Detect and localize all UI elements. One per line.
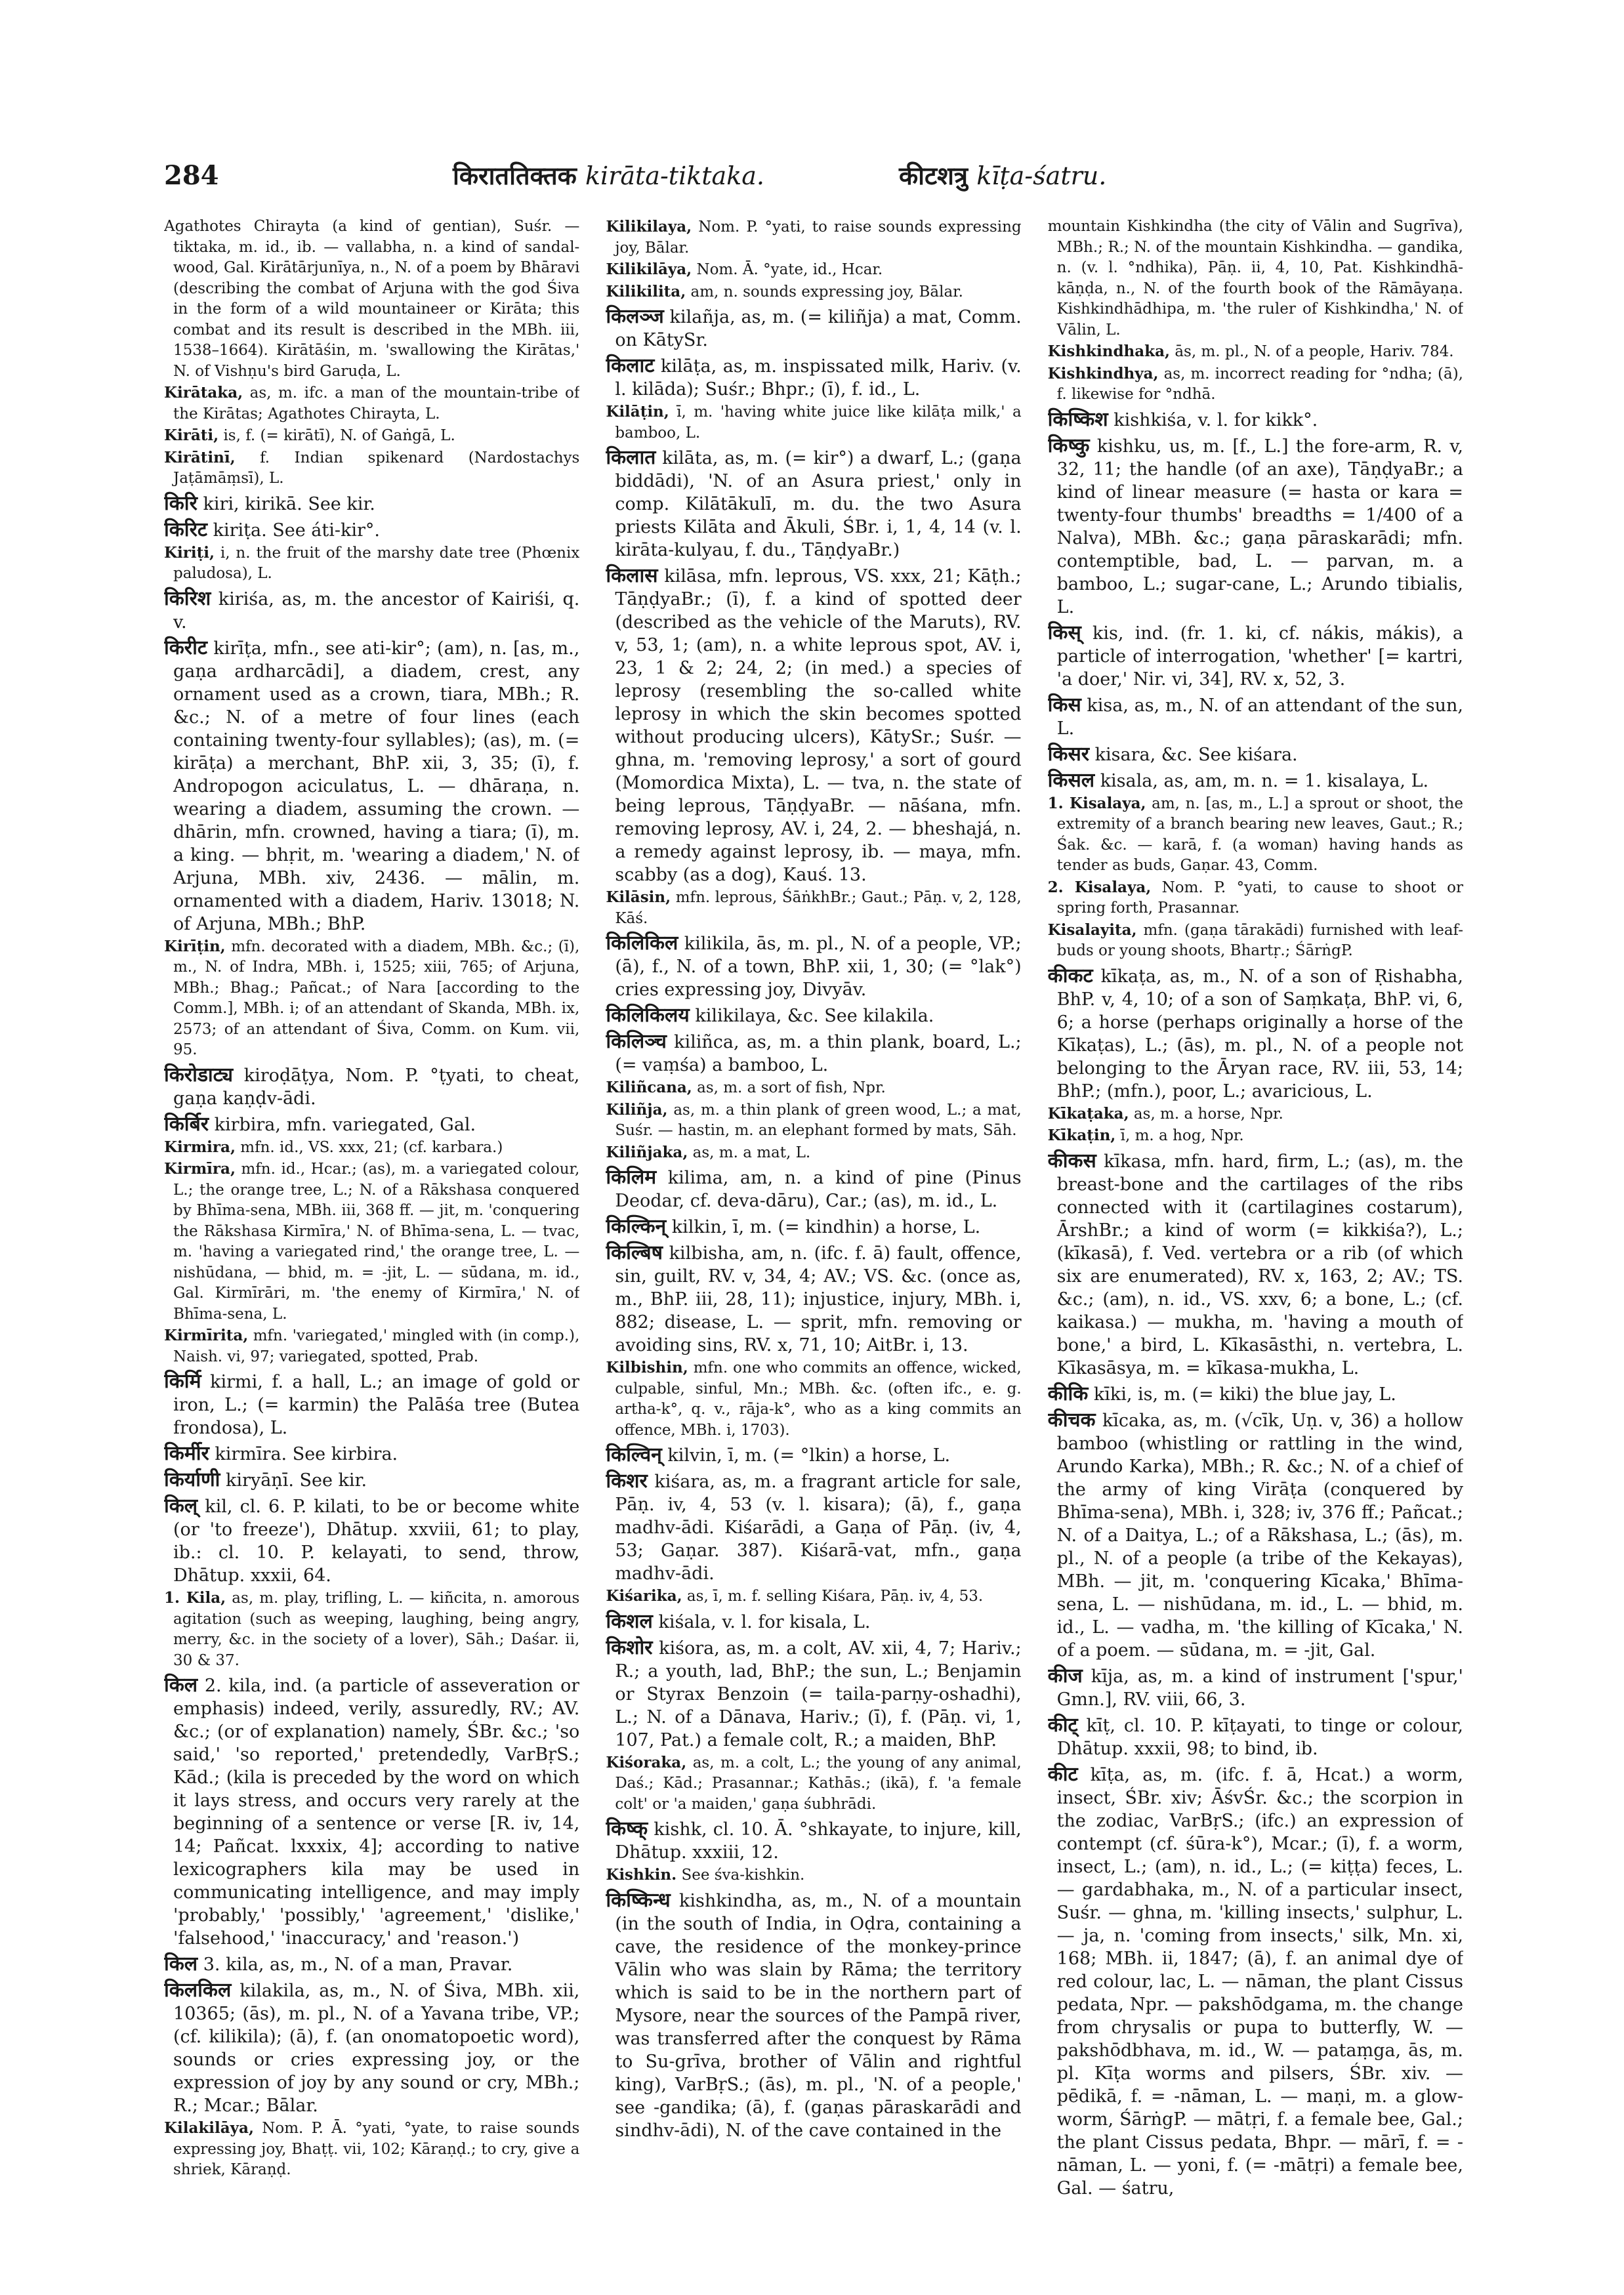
headword: Kiśarika, bbox=[606, 1587, 682, 1605]
headword: Kisalayita, bbox=[1047, 920, 1137, 939]
main-entry bbox=[164, 1495, 579, 1587]
sub-entry bbox=[164, 1325, 579, 1367]
main-entry bbox=[164, 492, 579, 516]
main-entry bbox=[164, 1468, 579, 1492]
sub-entry bbox=[164, 382, 579, 424]
left-guide-devanagari: किराततिक्तक bbox=[453, 161, 577, 190]
headword: किलाट bbox=[606, 354, 655, 377]
headword: 2. Kisalaya, bbox=[1047, 878, 1152, 896]
entry-text: Nom. Ā. °yate, id., Hcar. bbox=[696, 261, 883, 278]
entry-text: kilāṭa, as, m. inspissated milk, Hariv. (v. l. kilāda); Suśr.; Bhpr.; (ī), f. id., L. bbox=[615, 356, 1022, 400]
headword: Kirmīra, bbox=[164, 1160, 236, 1178]
entry-text: kīṭa, as, m. (ifc. f. ā, Hcat.) a worm, insect, ŚBr. xiv; ĀśvŚr. &c.; the scorpion in the zodiac, VarBṛS.; (ifc.) an expression of contempt (cf. śūra-k°), Mcar.; (ī), f. a worm, insect, L.; (am), n. id., L.; (= kiṭṭa) feces, L. — gardabhaka, m., N. of a particular insect, Suśr. — ghna, m. 'killing insects,' sulphur, L. — ja, n. 'coming from insects,' silk, Mn. xi, 168; MBh. ii, 1847; (ā), f. an animal dye of red colour, lac, L. — nāman, the plant Cissus pedata, Npr. — pakshōdgama, m. the change from chrysalis or pupa to butterfly, W. — pakshōdbhava, m. id., W. — pataṃga, ās, m. pl. Kīṭa worms and pilsers, ŚBr. xiv. — pēdikā, f. = -nāman, L. — maṇi, m. a glow-worm, ŚārṅgP. — mātṛi, f. a female bee, Gal.; the plant Cissus pedata, Bhpr. — mārī, f. = -nāman, L. — yoni, f. (= -mātṛi) a female bee, Gal. — śatru, bbox=[1056, 1764, 1463, 2199]
sub-entry bbox=[606, 217, 1021, 258]
headword: किस bbox=[1047, 693, 1081, 716]
headword: Kiliñcana, bbox=[606, 1079, 692, 1096]
entry-text: kirmīra. See kirbira. bbox=[215, 1444, 398, 1464]
entry-text: kilikilaya, &c. See kilakila. bbox=[695, 1006, 934, 1026]
main-entry bbox=[1048, 743, 1463, 766]
headword: Kīkaṭaka, bbox=[1047, 1104, 1129, 1123]
headword: किष्कु bbox=[1047, 434, 1090, 457]
headword: Kilāṭin, bbox=[606, 403, 669, 421]
entry-text: am, n. [as, m., L.] a sprout or shoot, the extremity of a branch bearing new leaves, Gaut.; R.; Śak. &c. — karā, f. (a woman) having hands as tender as buds, Gaṇar. 43, Comm. bbox=[1056, 795, 1463, 874]
entry-text: kishku, us, m. [f., L.] the fore-arm, R. v, 32, 11; the handle (of an axe), TāṇḍyaBr.; a kind of linear measure (= hasta or kara = twenty-four thumbs' breadths = 1/400 of a Nalva), MBh. &c.; gaṇa pāraskarādi; mfn. contemptible, bad, L. — parvan, m. a bamboo, L.; sugar-cane, L.; Arundo tibialis, L. bbox=[1056, 436, 1463, 617]
main-entry bbox=[1048, 1763, 1463, 2200]
main-entry bbox=[1048, 693, 1463, 740]
headword: Kirātinī, bbox=[164, 448, 236, 466]
headword: किशल bbox=[606, 1609, 653, 1633]
entry-text: kis, ind. (fr. 1. ki, cf. nákis, mákis), a particle of interrogation, 'whether' [= kartri, 'a doer,' Nir. vi, 34], RV. x, 52, 3. bbox=[1056, 623, 1463, 690]
headword: किल bbox=[164, 1674, 198, 1697]
headword: Kirāti, bbox=[164, 426, 219, 444]
main-entry bbox=[1048, 434, 1463, 619]
entry-text: kīṭ, cl. 10. P. kīṭayati, to tinge or colour, Dhātup. xxxii, 98; to bind, ib. bbox=[1056, 1715, 1463, 1759]
entry-text: kiśala, v. l. for kisala, L. bbox=[658, 1611, 871, 1632]
entry-text: kisa, as, m., N. of an attendant of the sun, L. bbox=[1056, 695, 1463, 739]
headword: Kilbishin, bbox=[606, 1359, 688, 1376]
entry-text: kiśora, as, m. a colt, AV. xii, 4, 7; Hariv.; R.; a youth, lad, BhP.; the sun, L.; Benjamin or Styrax Benzoin (= taila-parṇy-oshadhi), L.; N. of a Dānava, Hariv.; (ī), f. (Pāṇ. vi, 1, 107, Pat.) a female colt, R.; a maiden, BhP. bbox=[615, 1638, 1022, 1750]
headword: कीकस bbox=[1047, 1149, 1096, 1172]
entry-text: kishk, cl. 10. Ā. °shkayate, to injure, kill, Dhātup. xxxiii, 12. bbox=[615, 1819, 1022, 1863]
headword: किल्बिष bbox=[606, 1241, 663, 1264]
entry-text: kirmi, f. a hall, L.; an image of gold or iron, L.; (= karmin) the Palāśa tree (Butea frondosa), L. bbox=[173, 1372, 580, 1438]
sub-entry bbox=[164, 1137, 579, 1159]
headword: कीकि bbox=[1047, 1382, 1089, 1405]
headword: Kirmīrita, bbox=[164, 1327, 249, 1344]
sub-entry bbox=[164, 425, 579, 447]
entry-text: kiriṭa. See áti-kir°. bbox=[213, 520, 380, 541]
entry-text: kīja, as, m. a kind of instrument ['spur,' Gmn.], RV. viii, 66, 3. bbox=[1056, 1666, 1463, 1710]
headword: Kiliñjaka, bbox=[606, 1143, 688, 1161]
main-entry bbox=[606, 354, 1021, 401]
entry-text: kīkaṭa, as, m., N. of a son of Ṛishabha, BhP. v, 4, 10; of a son of Saṃkaṭa, BhP. vi, 6, 6; a horse (perhaps originally a horse of the Kīkaṭas), L.; (ās), m. pl., N. of a people not belonging to the Āryan race, RV. iii, 53, 14; BhP.; (mfn.), poor, L.; avaricious, L. bbox=[1056, 966, 1463, 1102]
main-entry bbox=[164, 1442, 579, 1466]
headword: Kirmira, bbox=[164, 1138, 236, 1156]
column-3 bbox=[1048, 217, 1463, 2224]
headword: किल्विन् bbox=[606, 1443, 662, 1466]
entry-text: kīkasa, mfn. hard, firm, L.; (as), m. the breast-bone and the cartilages of the ribs connected with it (cartilagines costarum), ĀrshBr.; a kind of worm (= kikkiśa?), L.; (kīkasā), f. Ved. vertebra or a rib (of which six are enumerated), RV. x, 163, 2; AV.; TS. &c.; (am), n. id., VS. xxv, 6; a bone, L.; (cf. kaikasa.) — mukha, m. 'having a mouth of bone,' a bird, L. Kīkasāsthi, n. vertebra, L. Kīkasāsya, m. = kīkasa-mukha, L. bbox=[1056, 1151, 1463, 1378]
headword: Kishkin. bbox=[606, 1866, 677, 1884]
entry-text: kiriśa, as, m. the ancestor of Kairiśi, q. v. bbox=[173, 589, 580, 632]
headword: किरोडाट्य bbox=[164, 1063, 234, 1086]
main-entry bbox=[606, 1443, 1021, 1467]
headword: किरिश bbox=[164, 587, 211, 610]
entry-text: ās, m. pl., N. of a people, Hariv. 784. bbox=[1175, 343, 1454, 360]
headword: किष्किन्ध bbox=[606, 1888, 671, 1912]
main-entry bbox=[1048, 408, 1463, 432]
main-entry bbox=[164, 1064, 579, 1110]
sub-entry bbox=[164, 447, 579, 489]
sub-entry bbox=[606, 1586, 1021, 1607]
headword: किल्किन् bbox=[606, 1215, 667, 1238]
entry-text: kīcaka, as, m. (√cīk, Uṇ. v, 36) a hollow bamboo (whistling or rattling in the wind, Arundo Karka), MBh.; R. &c.; N. of a chief of the army of king Virāṭa (conquered by Bhīma-sena), MBh. i, 328; iv, 376 ff.; Pañcat.; N. of a Daitya, L.; of a Rākshasa, L.; (ās), m. pl., N. of a people (a tribe of the Kekayas), MBh. — jit, m. 'conquering Kīcaka,' Bhīma-sena, L. — nishūdana, m. id., L. — bhid, m. id., L. — vadha, m. 'the killing of Kīcaka,' N. of a poem. — sūdana, m. = -jit, Gal. bbox=[1056, 1410, 1463, 1661]
headword: Kishkindhaka, bbox=[1047, 342, 1171, 360]
headword: किलकिल bbox=[164, 1979, 232, 2002]
headword: Kirātaka, bbox=[164, 384, 243, 402]
main-entry bbox=[1048, 1149, 1463, 1380]
sub-entry bbox=[1048, 363, 1463, 405]
sub-entry bbox=[606, 1142, 1021, 1164]
headword: Kirīṭin, bbox=[164, 937, 226, 955]
headword: Kilakilāya, bbox=[164, 2119, 254, 2137]
headword: किष्किश bbox=[1047, 407, 1108, 431]
main-entry bbox=[1048, 1664, 1463, 1711]
dictionary-columns bbox=[164, 217, 1463, 2224]
headword: किर्मि bbox=[164, 1370, 201, 1393]
main-entry bbox=[606, 1889, 1021, 2142]
headword: कीकट bbox=[1047, 964, 1093, 987]
sub-entry bbox=[606, 1357, 1021, 1441]
headword: Kilikilaya, bbox=[606, 218, 692, 236]
entry-text: mfn. decorated with a diadem, MBh. &c.; (ī), m., N. of Indra, MBh. i, 1525; xiii, 765; of Arjuna, MBh.; Bhag.; Pañcat.; of Nara [according to the Comm.], MBh. i; of an attendant of Skanda, MBh. ix, 2573; of an attendant of Śiva, Comm. on Kum. vii, 95. bbox=[173, 938, 580, 1058]
entry-text: ī, m. 'having white juice like kilāṭa milk,' a bamboo, L. bbox=[615, 403, 1022, 442]
main-entry bbox=[606, 1030, 1021, 1077]
headword: 1. Kila, bbox=[164, 1589, 226, 1607]
headword: किलिकिल bbox=[606, 932, 678, 955]
entry-text: kishkiśa, v. l. for kikk°. bbox=[1114, 409, 1318, 430]
sub-entry bbox=[1048, 1104, 1463, 1125]
headword: Kilāsin, bbox=[606, 888, 671, 906]
entry-text: as, m. a sort of fish, Npr. bbox=[697, 1079, 886, 1096]
headword: किलात bbox=[606, 446, 656, 469]
entry-text: as, m. a horse, Npr. bbox=[1133, 1105, 1283, 1123]
headword: किस् bbox=[1047, 621, 1081, 644]
right-guide-translit: kīṭa-śatru. bbox=[976, 161, 1107, 190]
sub-entry bbox=[1048, 341, 1463, 363]
headword: कीचक bbox=[1047, 1408, 1096, 1432]
main-entry bbox=[164, 1979, 579, 2117]
sub-entry bbox=[164, 1588, 579, 1671]
left-guide-translit: kirāta-tiktaka. bbox=[585, 161, 764, 190]
entry-text: mfn. leprous, ŚāṅkhBr.; Gaut.; Pāṇ. v, 2, 128, Kāś. bbox=[615, 889, 1022, 927]
entry-text: 2. kila, ind. (a particle of asseveration or emphasis) indeed, verily, assuredly, RV.; AV. &c.; (or of explanation) namely, ŚBr. &c.; 'so said,' 'so reported,' pretendedly, VarBṛS.; Kād.; (kila is preceded by the word on which it lays stress, and occurs very rarely at the beginning of a sentence or verse [R. iv, 14, 14; Pañcat. lxxxix, 4]; according to native lexicographers kila may be used in communicating intelligence, and may imply 'probably,' 'possibly,' 'agreement,' 'dislike,' 'falsehood,' 'inaccuracy,' and 'reason.') bbox=[173, 1676, 580, 1949]
sub-entry bbox=[606, 1752, 1021, 1815]
entry-text: See śva-kishkin. bbox=[681, 1867, 805, 1884]
entry-text: mountain Kishkindha (the city of Vālin and Sugrīva), MBh.; R.; N. of the mountain Kishkindha. — gandika, n. (v. l. °ndhika), Pāṇ. ii, 4, 10, Pat. Kishkindhā-kāṇḍa, n., N. of the fourth book of the Rāmāyaṇa. Kishkindhādhipa, m. 'the ruler of Kishkindha,' N. of Vālin, L. bbox=[1047, 218, 1463, 339]
main-entry bbox=[164, 1370, 579, 1439]
entry-text: kisara, &c. See kiśara. bbox=[1094, 744, 1298, 765]
entry-text: is, f. (= kirātī), N. of Gaṅgā, L. bbox=[223, 427, 455, 444]
sub-entry bbox=[1048, 920, 1463, 962]
entry-text: kilakila, as, m., N. of Śiva, MBh. xii, 10365; (ās), m. pl., N. of a Yavana tribe, VP.; (cf. kilikila); (ā), f. (an onomatopoetic word), sounds or cries expressing joy, or the expression of joy by any sound or cry, MBh.; R.; Mcar.; Bālar. bbox=[173, 1981, 580, 2116]
main-entry bbox=[1048, 964, 1463, 1103]
entry-text: as, ī, m. f. selling Kiśara, Pāṇ. iv, 4, 53. bbox=[686, 1588, 984, 1605]
main-entry bbox=[606, 1004, 1021, 1027]
entry-text: mfn. one who commits an offence, wicked, culpable, sinful, Mn.; MBh. &c. (often ifc., e. g. artha-k°, q. v., rāja-k°, who as a king commits an offence, MBh. i, 1703). bbox=[615, 1359, 1022, 1439]
entry-text: kisala, as, am, m. n. = 1. kisalaya, L. bbox=[1100, 770, 1429, 791]
main-entry bbox=[606, 1636, 1021, 1752]
sub-entry bbox=[164, 1159, 579, 1325]
entry-text: kil, cl. 6. P. kilati, to be or become white (or 'to freeze'), Dhātup. xxviii, 61; to play, ib.: cl. 10. P. kelayati, to send, throw, Dhātup. xxxii, 64. bbox=[173, 1497, 580, 1586]
entry-text: as, m. incorrect reading for °ndha; (ā), f. likewise for °ndhā. bbox=[1056, 365, 1463, 403]
sub-entry bbox=[1048, 877, 1463, 919]
entry-text: mfn. 'variegated,' mingled with (in comp.), Naish. vi, 97; variegated, spotted, Prab. bbox=[173, 1327, 580, 1365]
entry-text: Nom. P. °yati, to raise sounds expressing joy, Bālar. bbox=[615, 218, 1022, 257]
entry-text: Nom. P. Ā. °yati, °yate, to raise sounds expressing joy, Bhaṭṭ. vii, 102; Kāraṇḍ.; to cry, give a shriek, Kāraṇḍ. bbox=[173, 2120, 580, 2178]
main-entry bbox=[164, 1674, 579, 1950]
headword: किरिट bbox=[164, 518, 207, 541]
entry-text: kiśara, as, m. a fragrant article for sale, Pāṇ. iv, 4, 53 (v. l. kisara); (ā), f., gaṇa madhv-ādi. Kiśarādi, a Gaṇa of Pāṇ. (iv, 4, 53; Gaṇar. 387). Kiśarā-vat, mfn., gaṇa madhv-ādi. bbox=[615, 1472, 1022, 1584]
headword: किसर bbox=[1047, 742, 1090, 766]
entry-text: Agathotes Chirayta (a kind of gentian), Suśr. — tiktaka, m. id., ib. — vallabha, n. a kind of sandal-wood, Gal. Kirātārjunīya, n., N. of a poem by Bhāravi (describing the combat of Arjuna with the god Śiva in the form of a wild mountaineer or Kirāta; this combat and its result is described in the MBh. iii, 1538–1664). Kirātāśin, m. 'swallowing the Kirātas,' N. of Vishṇu's bird Garuḍa, L. bbox=[164, 218, 580, 380]
entry-text: ī, m. a hog, Npr. bbox=[1120, 1127, 1244, 1144]
entry-text: kirbira, mfn. variegated, Gal. bbox=[214, 1114, 476, 1135]
entry-text: kilvin, ī, m. (= °lkin) a horse, L. bbox=[667, 1445, 951, 1466]
headword: किशर bbox=[606, 1470, 648, 1493]
running-head bbox=[164, 156, 1463, 196]
sub-entry bbox=[1048, 217, 1463, 341]
sub-entry bbox=[606, 402, 1021, 444]
headword: किलिञ्च bbox=[606, 1030, 667, 1053]
sub-entry bbox=[606, 281, 1021, 303]
sub-entry bbox=[164, 936, 579, 1061]
main-entry bbox=[164, 1953, 579, 1976]
entry-text: kiri, kirikā. See kir. bbox=[203, 493, 375, 514]
entry-text: as, m. a colt, L.; the young of any animal, Daś.; Kād.; Prasannar.; Kathās.; (ikā), f. 'a female colt' or 'a maiden,' gaṇa śubhrādi. bbox=[615, 1754, 1022, 1813]
entry-text: kilbisha, am, n. (ifc. f. ā) fault, offence, sin, guilt, RV. v, 34, 4; AV.; VS. &c. (once as, m., BhP. iii, 28, 11); injustice, injury, MBh. i, 882; disease, L. — sprit, mfn. removing or avoiding sins, RV. x, 71, 10; AitBr. i, 13. bbox=[615, 1243, 1022, 1355]
entry-text: kīki, is, m. (= kiki) the blue jay, L. bbox=[1093, 1384, 1396, 1405]
main-entry bbox=[606, 564, 1021, 886]
entry-text: as, m. play, trifling, L. — kiñcita, n. amorous agitation (such as weeping, laughing, being angry, merry, &c. in the society of a lover), Sāh.; Daśar. ii, 30 & 37. bbox=[173, 1590, 580, 1669]
sub-entry bbox=[1048, 793, 1463, 877]
main-entry bbox=[1048, 1382, 1463, 1406]
main-entry bbox=[606, 305, 1021, 352]
headword: Kīkaṭin, bbox=[1047, 1127, 1116, 1144]
entry-text: mfn. id., VS. xxx, 21; (cf. karbara.) bbox=[240, 1138, 503, 1156]
entry-text: kilāsa, mfn. leprous, VS. xxx, 21; Kāṭh.; TāṇḍyaBr.; (ī), f. a kind of spotted deer (described as the vehicle of the Maruts), RV. v, 53, 1; (am), n. a white leprous spot, AV. i, 23, 1 & 2; 24, 2; (in med.) a species of leprosy (resembling the so-called white leprosy in which the skin becomes spotted without producing ulcers), KātySr.; Suśr. — ghna, m. 'removing leprosy,' a sort of gourd (Momordica Mixta), L. — tva, n. the state of being leprous, TāṇḍyaBr. — nāśana, mfn. removing leprosy, AV. i, 24, 2. — bheshajá, n. a remedy against leprosy, ib. — maya, mfn. scabby (as a dog), Kauś. 13. bbox=[615, 566, 1022, 885]
right-guide-word bbox=[899, 156, 1106, 196]
sub-entry bbox=[164, 217, 579, 382]
headword: किल bbox=[164, 1953, 198, 1975]
entry-text: Nom. P. °yati, to cause to shoot or spring forth, Prasannar. bbox=[1056, 879, 1463, 917]
headword: किरि bbox=[164, 491, 198, 515]
entry-text: 3. kila, as, m., N. of a man, Pravar. bbox=[203, 1954, 513, 1975]
main-entry bbox=[606, 446, 1021, 562]
headword: किर्मीर bbox=[164, 1442, 209, 1465]
headword: किल् bbox=[164, 1495, 198, 1518]
headword: 1. Kisalaya, bbox=[1047, 794, 1146, 812]
entry-text: kilāta, as, m. (= kir°) a dwarf, L.; (gaṇa biddādi), 'N. of an Asura priest,' only in comp. Kilātākulī, m. du. the two Asura priests Kilāta and Ākuli, ŚBr. i, 1, 4, 14 (v. l. kirāta-kulyau, f. du., TāṇḍyaBr.) bbox=[615, 448, 1022, 560]
right-guide-devanagari: कीटशत्रु bbox=[899, 161, 968, 190]
headword: किलास bbox=[606, 564, 658, 587]
sub-entry bbox=[164, 2118, 579, 2181]
sub-entry bbox=[606, 259, 1021, 281]
main-entry bbox=[1048, 1409, 1463, 1662]
headword: किरीट bbox=[164, 636, 207, 659]
entry-text: mfn. id., Hcar.; (as), m. a variegated colour, L.; the orange tree, L.; N. of a Rākshasa conquered by Bhīma-sena, MBh. iii, 368 ff. — jit, m. 'conquering the Rākshasa Kirmīra,' N. of Bhīma-sena, L. — tvac, m. 'having a variegated rind,' the orange tree, L. — nishūdana, — bhid, m. = -jit, L. — sūdana, m. id., Gal. Kirmīrāri, m. 'the enemy of Kirmīra,' N. of Bhīma-sena, L. bbox=[173, 1161, 580, 1323]
left-guide-word bbox=[453, 156, 764, 196]
headword: किर्बिर bbox=[164, 1112, 209, 1136]
main-entry bbox=[606, 1610, 1021, 1634]
entry-text: kishkindha, as, m., N. of a mountain (in the south of India, in Oḍra, containing a cave, the residence of the monkey-prince Vālin who was slain by Rāma; the territory which is said to be in the northern part of Mysore, near the sources of the Pampā river, was transferred after the conquest by Rāma to Su-grīva, brother of Vālin and rightful king), VarBṛS.; (ās), m. pl., 'N. of a people,' see -gandika; (ā), f. (gaṇas pāraskarādi and sindhv-ādi), N. of the cave contained in the bbox=[615, 1890, 1022, 2141]
headword: कीट bbox=[1047, 1762, 1078, 1786]
entry-text: kilima, am, n. a kind of pine (Pinus Deodar, cf. deva-dāru), Car.; (as), m. id., L. bbox=[615, 1168, 1022, 1211]
headword: Kilikilita, bbox=[606, 282, 686, 300]
column-1 bbox=[164, 217, 579, 2224]
main-entry bbox=[606, 1817, 1021, 1864]
entry-text: f. Indian spikenard (Nardostachys Jaṭāmāṃsī), L. bbox=[173, 449, 580, 487]
main-entry bbox=[606, 1470, 1021, 1585]
page-number: 284 bbox=[164, 160, 219, 191]
headword: Kishkindhya, bbox=[1047, 364, 1159, 382]
entry-text: kilkin, ī, m. (= kindhin) a horse, L. bbox=[671, 1217, 981, 1237]
headword: कीट् bbox=[1047, 1713, 1078, 1737]
main-entry bbox=[164, 1113, 579, 1136]
headword: किशोर bbox=[606, 1636, 653, 1659]
headword: Kiliñja, bbox=[606, 1100, 668, 1119]
main-entry bbox=[606, 932, 1021, 1001]
headword: किर्याणी bbox=[164, 1468, 220, 1491]
headword: Kilikilāya, bbox=[606, 260, 692, 278]
entry-text: kiliñca, as, m. a thin plank, board, L.; (= vaṃśa) a bamboo, L. bbox=[615, 1032, 1022, 1075]
main-entry bbox=[606, 1166, 1021, 1212]
main-entry bbox=[164, 636, 579, 936]
sub-entry bbox=[606, 1865, 1021, 1886]
entry-text: kilañja, as, m. (= kiliñja) a mat, Comm. on KātySr. bbox=[615, 307, 1022, 350]
main-entry bbox=[1048, 1714, 1463, 1760]
main-entry bbox=[606, 1241, 1021, 1357]
entry-text: kilikila, ās, m. pl., N. of a people, VP.; (ā), f., N. of a town, BhP. xii, 1, 30; (= °lak°) cries expressing joy, Divyāv. bbox=[615, 934, 1022, 1000]
headword: Kiriṭi, bbox=[164, 543, 215, 562]
main-entry bbox=[606, 1215, 1021, 1239]
headword: कीज bbox=[1047, 1664, 1083, 1687]
sub-entry bbox=[164, 543, 579, 585]
entry-text: kiryāṇī. See kir. bbox=[226, 1470, 367, 1491]
entry-text: as, m. ifc. a man of the mountain-tribe of the Kirātas; Agathotes Chirayta, L. bbox=[173, 384, 580, 423]
headword: किलिकिलय bbox=[606, 1004, 690, 1027]
entry-text: i, n. the fruit of the marshy date tree (Phœnix paludosa), L. bbox=[173, 544, 580, 582]
entry-text: kirīṭa, mfn., see ati-kir°; (am), n. [as, m., gaṇa ardharcādi], a diadem, crest, any ornament used as a crown, tiara, MBh.; R. &c.; N. of a metre of four lines (each containing twenty-four syllables); (as), m. (= kirāṭa) a merchant, BhP. xii, 3, 35; (ī), f. Andropogon aciculatus, L. — dhāraṇa, n. wearing a diadem, assuming the crown. — dhārin, mfn. crowned, having a tiara; (ī), m. a king. — bhṛit, m. 'wearing a diadem,' N. of Arjuna, MBh. xiv, 2436. — mālin, m. ornamented with a diadem, Hariv. 13018; N. of Arjuna, MBh.; BhP. bbox=[173, 638, 580, 934]
sub-entry bbox=[606, 887, 1021, 929]
column-2 bbox=[606, 217, 1021, 2224]
entry-text: as, m. a mat, L. bbox=[692, 1144, 811, 1161]
main-entry bbox=[164, 587, 579, 634]
headword: किष्क् bbox=[606, 1817, 648, 1840]
headword: किलञ्ज bbox=[606, 305, 664, 328]
sub-entry bbox=[606, 1100, 1021, 1142]
headword: Kiśoraka, bbox=[606, 1753, 687, 1771]
main-entry bbox=[164, 518, 579, 542]
entry-text: mfn. (gaṇa tārakādi) furnished with leaf-buds or young shoots, Bhartṛ.; ŚārṅgP. bbox=[1056, 921, 1463, 959]
main-entry bbox=[1048, 769, 1463, 793]
entry-text: as, m. a thin plank of green wood, L.; a mat, Suśr. — hastin, m. an elephant formed by mats, Sāh. bbox=[615, 1101, 1022, 1139]
sub-entry bbox=[606, 1077, 1021, 1099]
entry-text: am, n. sounds expressing joy, Bālar. bbox=[690, 283, 963, 300]
sub-entry bbox=[1048, 1125, 1463, 1147]
headword: किलिम bbox=[606, 1166, 657, 1189]
headword: किसल bbox=[1047, 768, 1095, 792]
entry-text: kiroḍāṭya, Nom. P. °ṭyati, to cheat, gaṇa kaṇḍv-ādi. bbox=[173, 1065, 580, 1109]
main-entry bbox=[1048, 621, 1463, 691]
